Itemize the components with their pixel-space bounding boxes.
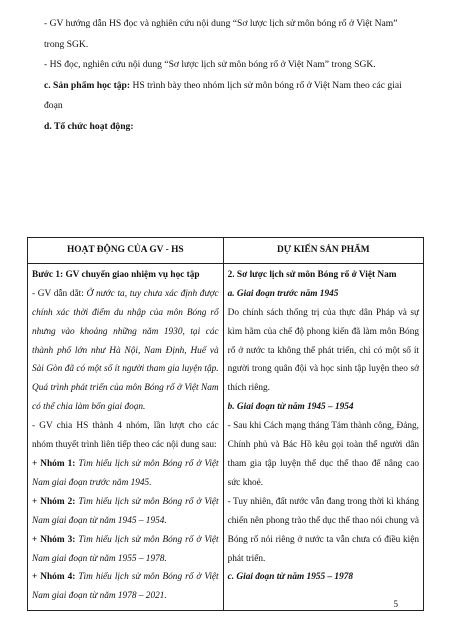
table-row [28,263,424,610]
intro-line-2: - HS đọc, nghiên cứu nội dung “Sơ lược lịch sử môn bóng rổ ở Việt Nam” trong SGK. [44,59,376,70]
period-b-heading: b. Giai đoạn từ năm 1945 – 1954 [227,402,354,413]
group-label: + Nhóm 2: [32,496,79,507]
step-title: Bước 1: GV chuyển giao nhiệm vụ học tập [32,269,200,280]
section-title: 2. Sơ lược lịch sử môn Bóng rổ ở Việt Nam [227,269,397,280]
table-header-row [28,238,424,264]
teacher-activity-cell [28,263,224,610]
lead-prefix: - GV dẫn dắt: [32,288,87,299]
group-label: + Nhóm 1: [32,458,79,469]
page-number: 5 [393,599,398,609]
group-task: Tìm hiểu lịch sử môn Bóng rổ ở Việt Nam giai đoạn trước năm 1945. [32,458,219,488]
group-task: Tìm hiểu lịch sử môn Bóng rổ ở Việt Nam giai đoạn từ năm 1978 – 2021. [32,572,219,602]
group-item-4 [32,568,219,606]
learning-product-text: HS trình bày theo nhóm lịch sử môn bóng rổ ở Việt Nam theo các giai đoạn [44,79,402,111]
period-a-text: Do chính sách thống trị của thực dân Pháp và sự kìm hãm của chế độ phong kiến đã làm môn Bóng rổ ở nước ta không thể phát triển, chỉ có một số ít người trong quân đội và học sinh tập luyện theo sở thích riêng. [227,307,419,394]
group-division: - GV chia HS thành 4 nhóm, lần lượt cho các nhóm thuyết trình liên tiếp theo các nội dung sau: [32,421,219,451]
learning-product-label: c. Sản phẩm học tập: [44,79,131,91]
lead-paragraph [32,285,219,417]
group-item-1 [32,455,219,493]
intro-line-1: - GV hướng dẫn HS đọc và nghiên cứu nội dung “Sơ lược lịch sử môn bóng rổ ở Việt Nam” trong SGK. [44,18,398,50]
period-b-text-2: - Tuy nhiên, đất nước vẫn đang trong thời kì kháng chiến nên phong trào thể dục thể thao nói chung và Bóng rổ nói riêng ở nước ta vẫn chưa có điều kiện phát triển. [227,496,419,564]
period-a-heading: a. Giai đoạn trước năm 1945 [227,288,339,299]
activity-organization-label: d. Tổ chức hoạt động: [44,120,134,132]
learning-product [44,76,414,117]
activity-table [27,237,424,611]
expected-product-cell [223,263,423,610]
header-teacher-student: HOẠT ĐỘNG CỦA GV - HS [28,238,224,264]
group-task: Tìm hiểu lịch sử môn Bóng rổ ở Việt Nam giai đoạn từ năm 1945 – 1954. [32,496,219,526]
group-item-3 [32,531,219,569]
group-label: + Nhóm 4: [32,572,79,583]
header-expected-product: DỰ KIẾN SẢN PHẨM [223,238,423,264]
lead-text: Ở nước ta, tuy chưa xác định được chính xác thời điểm du nhập của môn Bóng rổ nhưng vào khoảng những năm 1930, tại các thành phố lớn như Hà Nội, Nam Định, Huế và Sài Gòn đã có một số ít người tham gia luyện tập. Quá trình phát triển của môn Bóng rổ ở Việt Nam có thể chia làm bốn giai đoạn. [32,288,219,413]
group-label: + Nhóm 3: [32,534,79,545]
intro-section [44,14,414,137]
group-item-2 [32,493,219,531]
period-c-heading: c. Giai đoạn từ năm 1955 – 1978 [227,572,354,583]
group-task: Tìm hiểu lịch sử môn Bóng rổ ở Việt Nam giai đoạn từ năm 1955 – 1978. [32,534,219,564]
period-b-text-1: - Sau khi Cách mạng tháng Tám thành công, Đảng, Chính phủ và Bác Hồ kêu gọi toàn thể người dân tham gia tập luyện thể dục thể thao để nâng cao sức khoẻ. [227,421,419,488]
